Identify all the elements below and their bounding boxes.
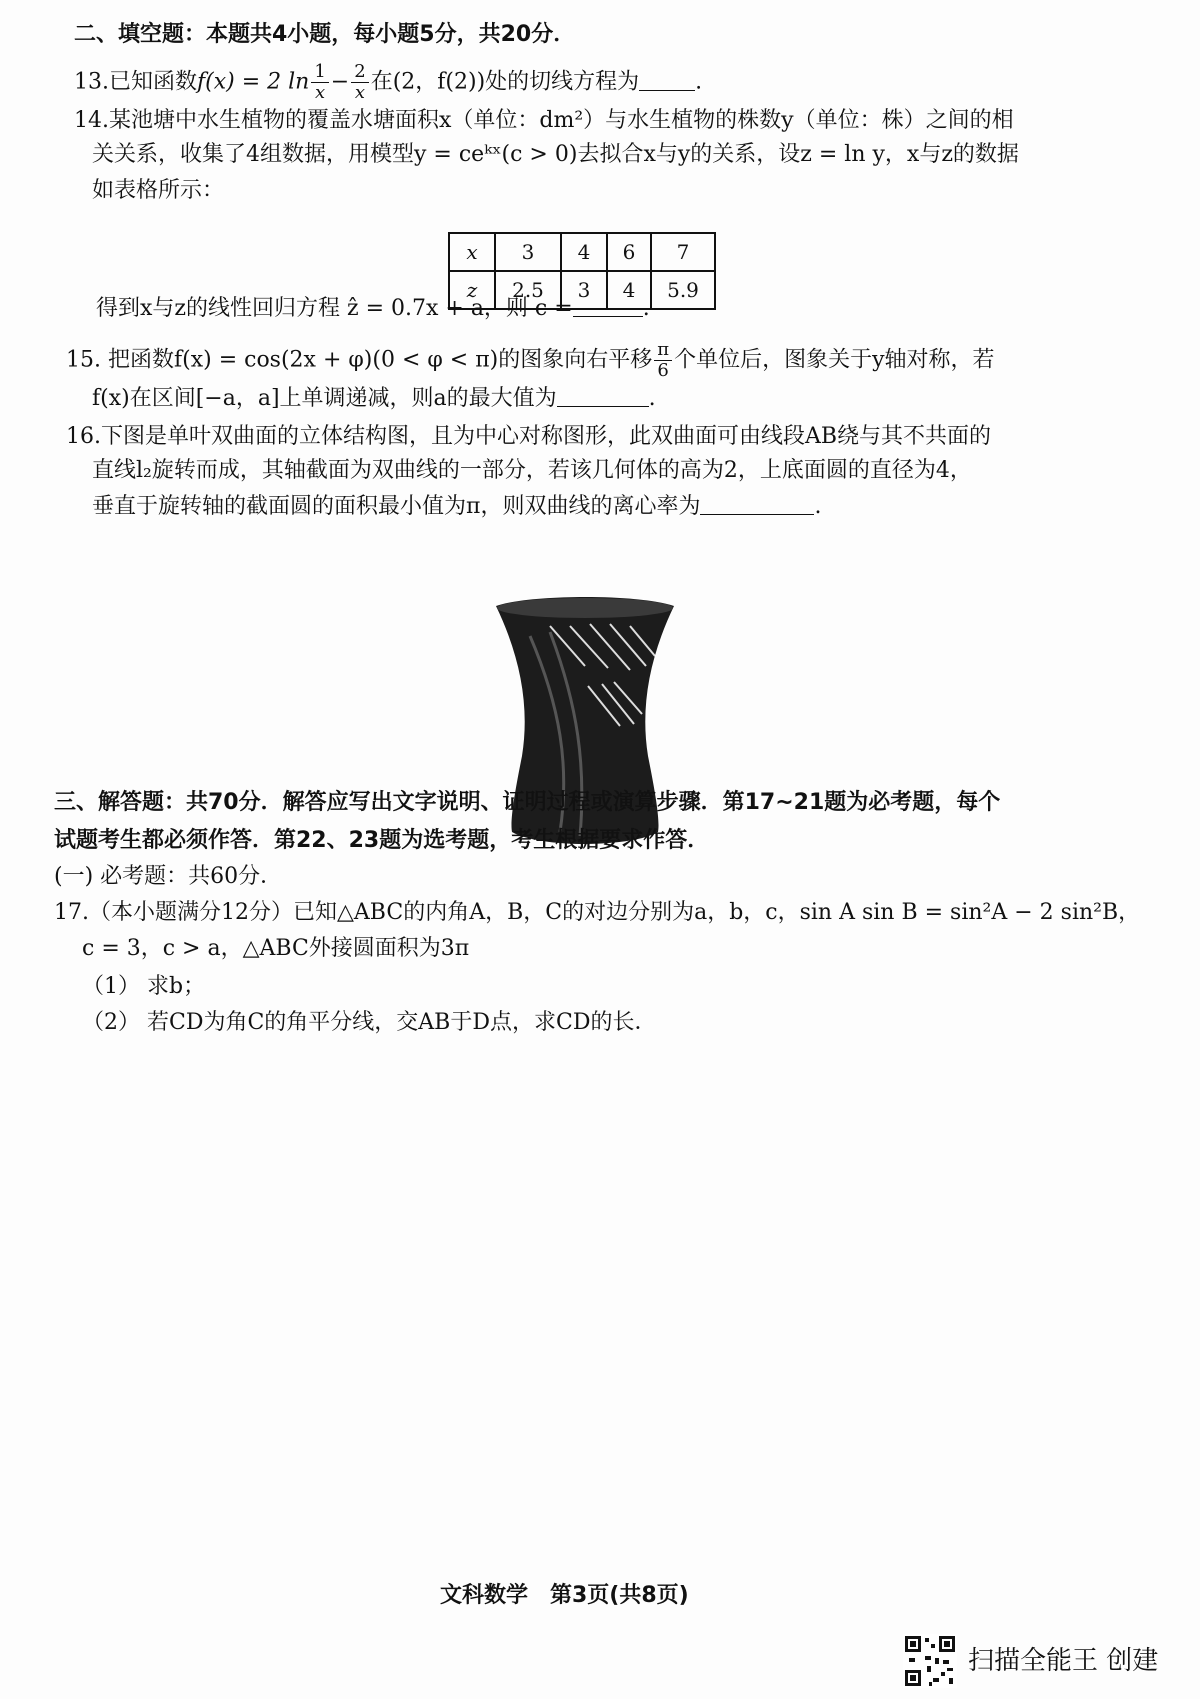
- table-cell: 7: [651, 233, 715, 271]
- q14-regression-text: 得到x与z的线性回归方程 ẑ = 0.7x + a，则 c =: [96, 296, 573, 321]
- table-cell: 4: [607, 271, 651, 309]
- q13-end: .: [695, 69, 703, 95]
- q14-line-2: 关关系，收集了4组数据，用模型y = ceᵏˣ(c > 0)去拟合x与y的关系，设z = ln y，x与z的数据: [92, 142, 1019, 167]
- table-cell: 6: [607, 233, 651, 271]
- table-cell: 3: [495, 233, 561, 271]
- q15-line-2-text: f(x)在区间[−a，a]上单调递减，则a的最大值为: [92, 386, 557, 411]
- table-cell: 2.5: [495, 271, 561, 309]
- q17-part-2: （2） 若CD为角C的角平分线，交AB于D点，求CD的长．: [82, 1010, 657, 1035]
- q14-end: .: [642, 296, 650, 321]
- q15-frac-num: π: [654, 340, 672, 361]
- q16-line-2: 直线l₂旋转而成，其轴截面为双曲线的一部分，若该几何体的高为2，上底面圆的直径为4，: [92, 458, 972, 483]
- q13-frac2-den: x: [354, 82, 366, 103]
- q13-frac1-num: 1: [311, 62, 328, 83]
- qr-code-icon: [903, 1634, 957, 1688]
- section-3-line-2: 试题考生都必须作答．第22、23题为选考题，考生根据要求作答．: [54, 828, 710, 853]
- q15-text-b: 个单位后，图象关于y轴对称，若: [674, 347, 995, 373]
- q13-prefix: 13.已知函数: [74, 69, 197, 95]
- q15-frac-den: 6: [657, 360, 669, 381]
- q16-line-1: 16.下图是单叶双曲面的立体结构图，且为中心对称图形，此双曲面可由线段AB绕与其不共面的: [66, 424, 992, 449]
- q17-part-1: （1） 求b；: [82, 974, 206, 999]
- q13-func: f(x) = 2 ln: [197, 69, 310, 95]
- scanner-brand-watermark: 扫描全能王 创建: [968, 1646, 1159, 1676]
- section-2-heading: 二、填空题：本题共4小题，每小题5分，共20分．: [74, 22, 576, 47]
- q14-line-4: [96, 294, 650, 324]
- q15-fraction: [654, 340, 672, 381]
- q14-line-3: 如表格所示：: [92, 178, 225, 203]
- table-cell: 5.9: [651, 271, 715, 309]
- q13-frac1-den: x: [314, 82, 326, 103]
- section-3-line-1: 三、解答题：共70分．解答应写出文字说明、证明过程或演算步骤．第17~21题为必考题，每个: [54, 790, 1001, 815]
- q13-suffix: 在(2，f(2))处的切线方程为: [370, 69, 640, 95]
- q13-fraction-1: [311, 62, 328, 103]
- q17-line-2: c = 3，c > a，△ABC外接圆面积为3π: [82, 936, 470, 961]
- section-3-sub: (一) 必考题：共60分．: [54, 864, 283, 889]
- table-cell: z: [449, 271, 495, 309]
- q13-frac2-num: 2: [351, 62, 368, 83]
- q13-answer-blank[interactable]: [639, 68, 695, 91]
- q13-fraction-2: [351, 62, 368, 103]
- table-cell: 3: [561, 271, 607, 309]
- q14-line-1: 14.某池塘中水生植物的覆盖水塘面积x（单位：dm²）与水生植物的株数y（单位：株）之间的相: [74, 108, 1014, 133]
- q16-answer-blank[interactable]: [700, 492, 814, 515]
- question-13: [74, 62, 702, 103]
- q15-line-2: [92, 384, 656, 414]
- q15-text-a: 15. 把函数f(x) = cos(2x + φ)(0 < φ < π)的图象向右平移: [66, 347, 653, 373]
- q15-answer-blank[interactable]: [557, 384, 649, 407]
- table-cell: x: [449, 233, 495, 271]
- page-footer: 文科数学 第3页(共8页): [440, 1583, 689, 1608]
- table-cell: 4: [561, 233, 607, 271]
- table-row: [449, 233, 715, 271]
- q16-end: .: [814, 494, 822, 519]
- q16-line-3-text: 垂直于旋转轴的截面圆的面积最小值为π，则双曲线的离心率为: [92, 494, 701, 519]
- q17-line-1: 17.（本小题满分12分）已知△ABC的内角A，B，C的对边分别为a，b，c，sin A sin B = sin²A − 2 sin²B，: [54, 900, 1141, 925]
- q13-minus: −: [330, 69, 350, 95]
- q15-line-1: [66, 340, 995, 381]
- q14-answer-blank[interactable]: [573, 294, 643, 317]
- q16-line-3: [92, 492, 821, 522]
- q15-end: .: [648, 386, 656, 411]
